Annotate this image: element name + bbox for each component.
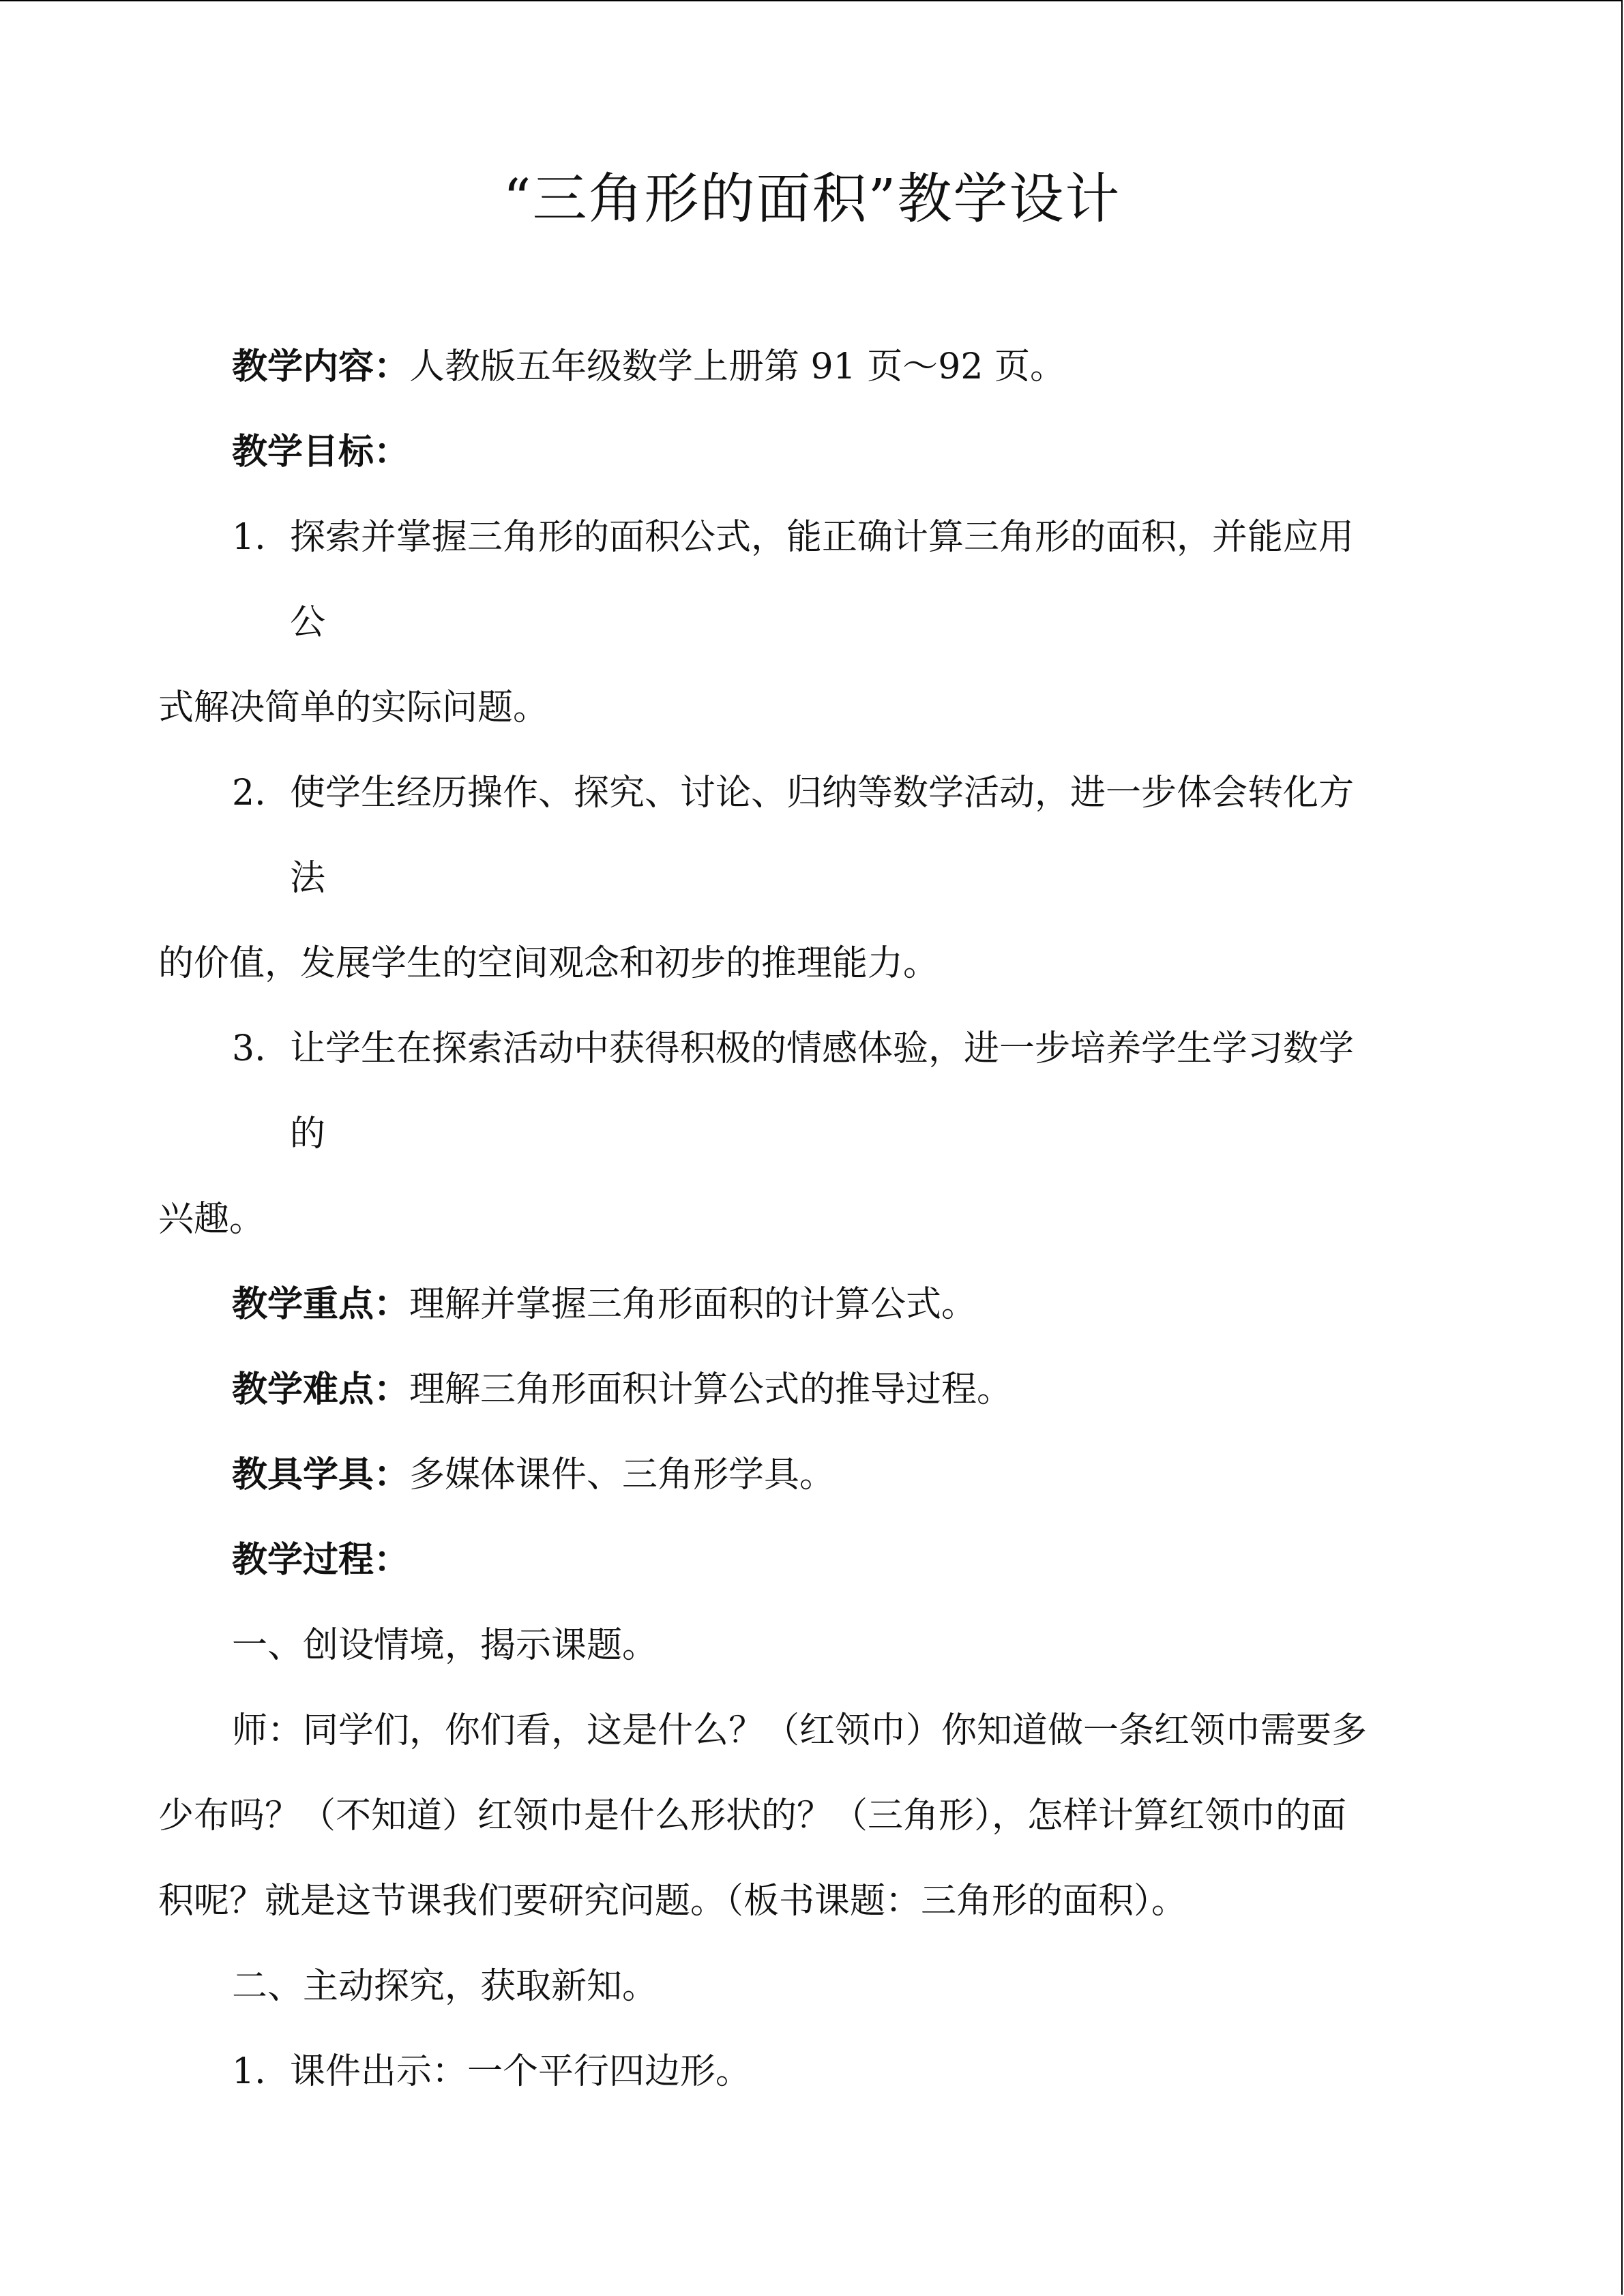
- key-point-label: 教学重点：: [232, 1283, 410, 1325]
- objective-1-line3: 式解决简单的实际问题。: [158, 687, 549, 728]
- step-1-text: 课件出示：一个平行四边形。: [290, 2051, 752, 2092]
- objective-2-line3: 的价值，发展学生的空间观念和初步的推理能力。: [158, 943, 939, 984]
- objective-1-line2: 公: [290, 602, 326, 643]
- objectives-label: 教学目标：: [232, 431, 410, 473]
- objective-3-line2: 的: [290, 1114, 326, 1154]
- objective-2-line2: 法: [290, 858, 326, 899]
- objective-1-line1: 探索并掌握三角形的面积公式，能正确计算三角形的面积，并能应用: [290, 517, 1355, 558]
- paragraph-1-line3: 积呢？就是这节课我们要研究问题。（板书课题：三角形的面积）。: [158, 1881, 1187, 1922]
- section-1-heading: 一、创设情境，揭示课题。: [232, 1625, 658, 1666]
- tools-text: 多媒体课件、三角形学具。: [409, 1455, 836, 1495]
- difficulty-text: 理解三角形面积计算公式的推导过程。: [409, 1369, 1013, 1410]
- objective-1-number: 1.: [232, 517, 266, 558]
- process-label: 教学过程：: [232, 1539, 410, 1581]
- difficulty-label: 教学难点：: [232, 1369, 410, 1410]
- content-line: [232, 340, 1065, 394]
- difficulty-line: [232, 1362, 1012, 1417]
- objective-3-number: 3.: [232, 1028, 266, 1069]
- tools-line: [232, 1448, 835, 1502]
- paragraph-1-line1: 师：同学们，你们看，这是什么？（红领巾）你知道做一条红领巾需要多: [232, 1710, 1368, 1751]
- section-2-heading: 二、主动探究，获取新知。: [232, 1966, 658, 2007]
- tools-label: 教具学具：: [232, 1454, 410, 1495]
- key-point-line: [232, 1277, 977, 1332]
- objective-2-line1: 使学生经历操作、探究、讨论、归纳等数学活动，进一步体会转化方: [290, 773, 1355, 814]
- objective-3-line1: 让学生在探索活动中获得积极的情感体验，进一步培养学生学习数学: [290, 1028, 1355, 1069]
- objective-2-number: 2.: [232, 773, 266, 814]
- step-1-number: 1.: [232, 2051, 266, 2092]
- key-point-text: 理解并掌握三角形面积的计算公式。: [409, 1284, 977, 1325]
- objective-3-line3: 兴趣。: [158, 1199, 265, 1240]
- paragraph-1-line2: 少布吗？（不知道）红领巾是什么形状的？（三角形），怎样计算红领巾的面: [158, 1795, 1347, 1836]
- content-text: 人教版五年级数学上册第 91 页～92 页。: [409, 346, 1065, 387]
- content-label: 教学内容：: [232, 346, 410, 387]
- page-title: “三角形的面积”教学设计: [503, 167, 1121, 230]
